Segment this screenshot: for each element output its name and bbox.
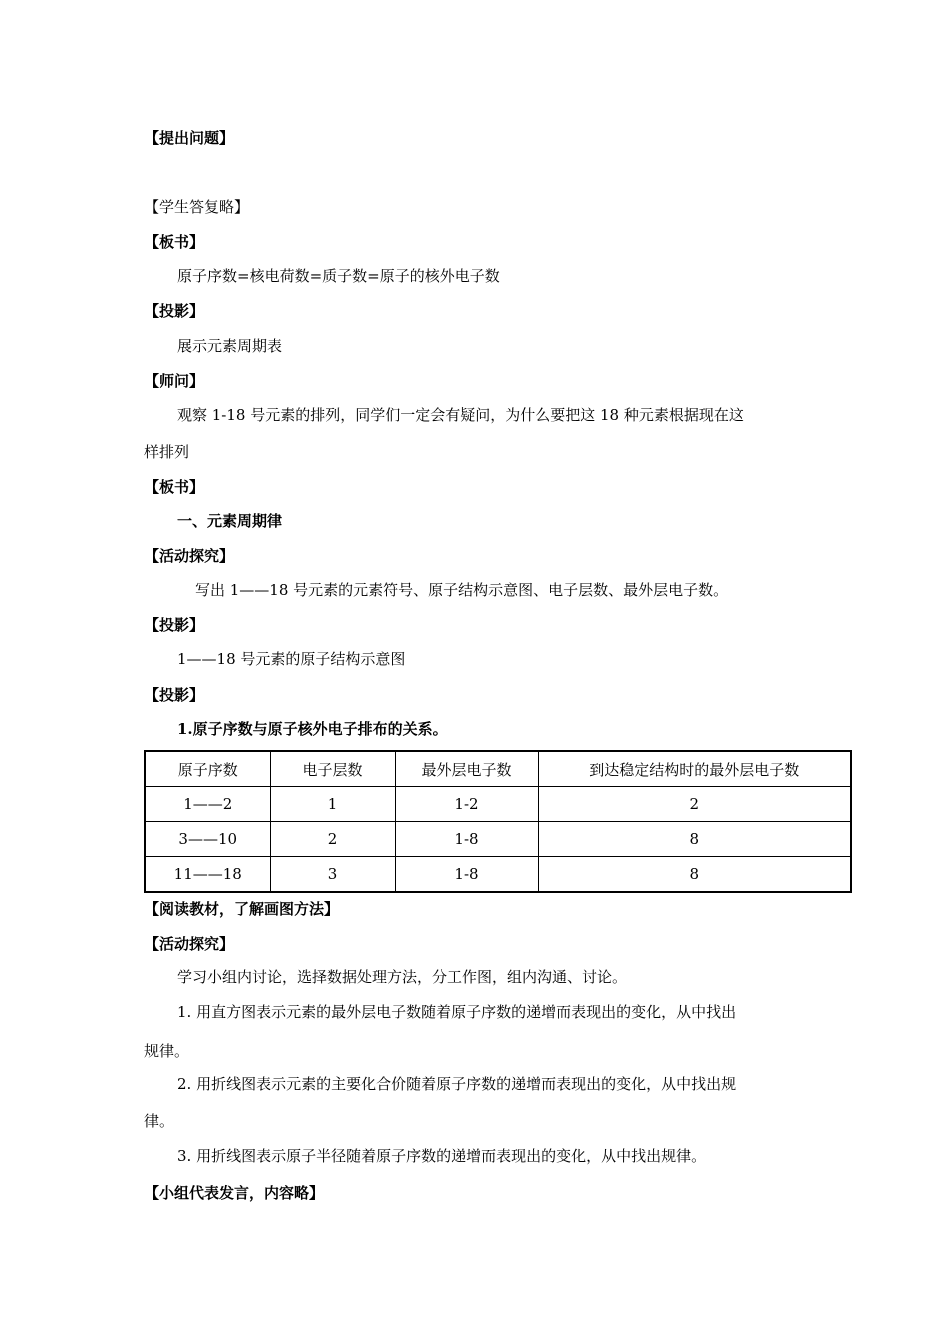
- projection-tag-2: 【投影】: [144, 616, 205, 634]
- table-row: [145, 787, 851, 822]
- electron-configuration-table: [144, 750, 852, 893]
- student-answer-note: 【学生答复略】: [144, 198, 250, 216]
- table-cell: 2: [270, 822, 395, 857]
- task-2-line-1: 2. 用折线图表示元素的主要化合价随着原子序数的递增而表现出的变化，从中找出规: [177, 1075, 737, 1093]
- projection-text: 展示元素周期表: [177, 337, 283, 355]
- activity-tag: 【活动探究】: [144, 547, 235, 565]
- activity-tag-2: 【活动探究】: [144, 935, 235, 953]
- table-row: [145, 857, 851, 893]
- activity-intro: 学习小组内讨论，选择数据处理方法，分工作图，组内沟通、讨论。: [177, 968, 628, 986]
- board-tag: 【板书】: [144, 233, 205, 251]
- teacher-question-line-2: 样排列: [144, 443, 190, 461]
- projection-tag-3: 【投影】: [144, 686, 205, 704]
- task-1-line-1: 1. 用直方图表示元素的最外层电子数随着原子序数的递增而表现出的变化，从中找出: [177, 1003, 737, 1021]
- section-title-periodic-law: 一、元素周期律: [177, 512, 283, 530]
- table-cell: 1-8: [395, 857, 538, 893]
- task-2-line-2: 律。: [144, 1112, 175, 1130]
- header-cell: 到达稳定结构时的最外层电子数: [538, 751, 851, 787]
- task-3-line-1: 3. 用折线图表示原子半径随着原子序数的递增而表现出的变化，从中找出规律。: [177, 1147, 707, 1165]
- teacher-question-line-1: 观察 1-18 号元素的排列，同学们一定会有疑问，为什么要把这 18 种元素根据现在这: [177, 406, 744, 424]
- table-cell: 3: [270, 857, 395, 893]
- activity-text: 写出 1——18 号元素的元素符号、原子结构示意图、电子层数、最外层电子数。: [195, 581, 729, 599]
- table-cell: 1: [270, 787, 395, 822]
- header-cell: 电子层数: [270, 751, 395, 787]
- task-1-line-2: 规律。: [144, 1042, 190, 1060]
- board-text: 原子序数=核电荷数=质子数=原子的核外电子数: [177, 267, 500, 285]
- table-cell: 8: [538, 857, 851, 893]
- table-caption: 1.原子序数与原子核外电子排布的关系。: [177, 720, 448, 738]
- table-header-row: [145, 751, 851, 787]
- header-cell: 原子序数: [145, 751, 270, 787]
- projection-text-2: 1——18 号元素的原子结构示意图: [177, 650, 406, 668]
- heading-propose-question: 【提出问题】: [144, 129, 235, 147]
- board-tag-2: 【板书】: [144, 478, 205, 496]
- table-row: [145, 822, 851, 857]
- table-cell: 1-2: [395, 787, 538, 822]
- read-textbook-tag: 【阅读教材，了解画图方法】: [144, 900, 340, 918]
- table-cell: 1——2: [145, 787, 270, 822]
- table-cell: 1-8: [395, 822, 538, 857]
- projection-tag: 【投影】: [144, 302, 205, 320]
- table-cell: 8: [538, 822, 851, 857]
- table-cell: 2: [538, 787, 851, 822]
- teacher-question-tag: 【师问】: [144, 372, 205, 390]
- table-cell: 11——18: [145, 857, 270, 893]
- table-cell: 3——10: [145, 822, 270, 857]
- header-cell: 最外层电子数: [395, 751, 538, 787]
- group-report-tag: 【小组代表发言，内容略】: [144, 1184, 325, 1202]
